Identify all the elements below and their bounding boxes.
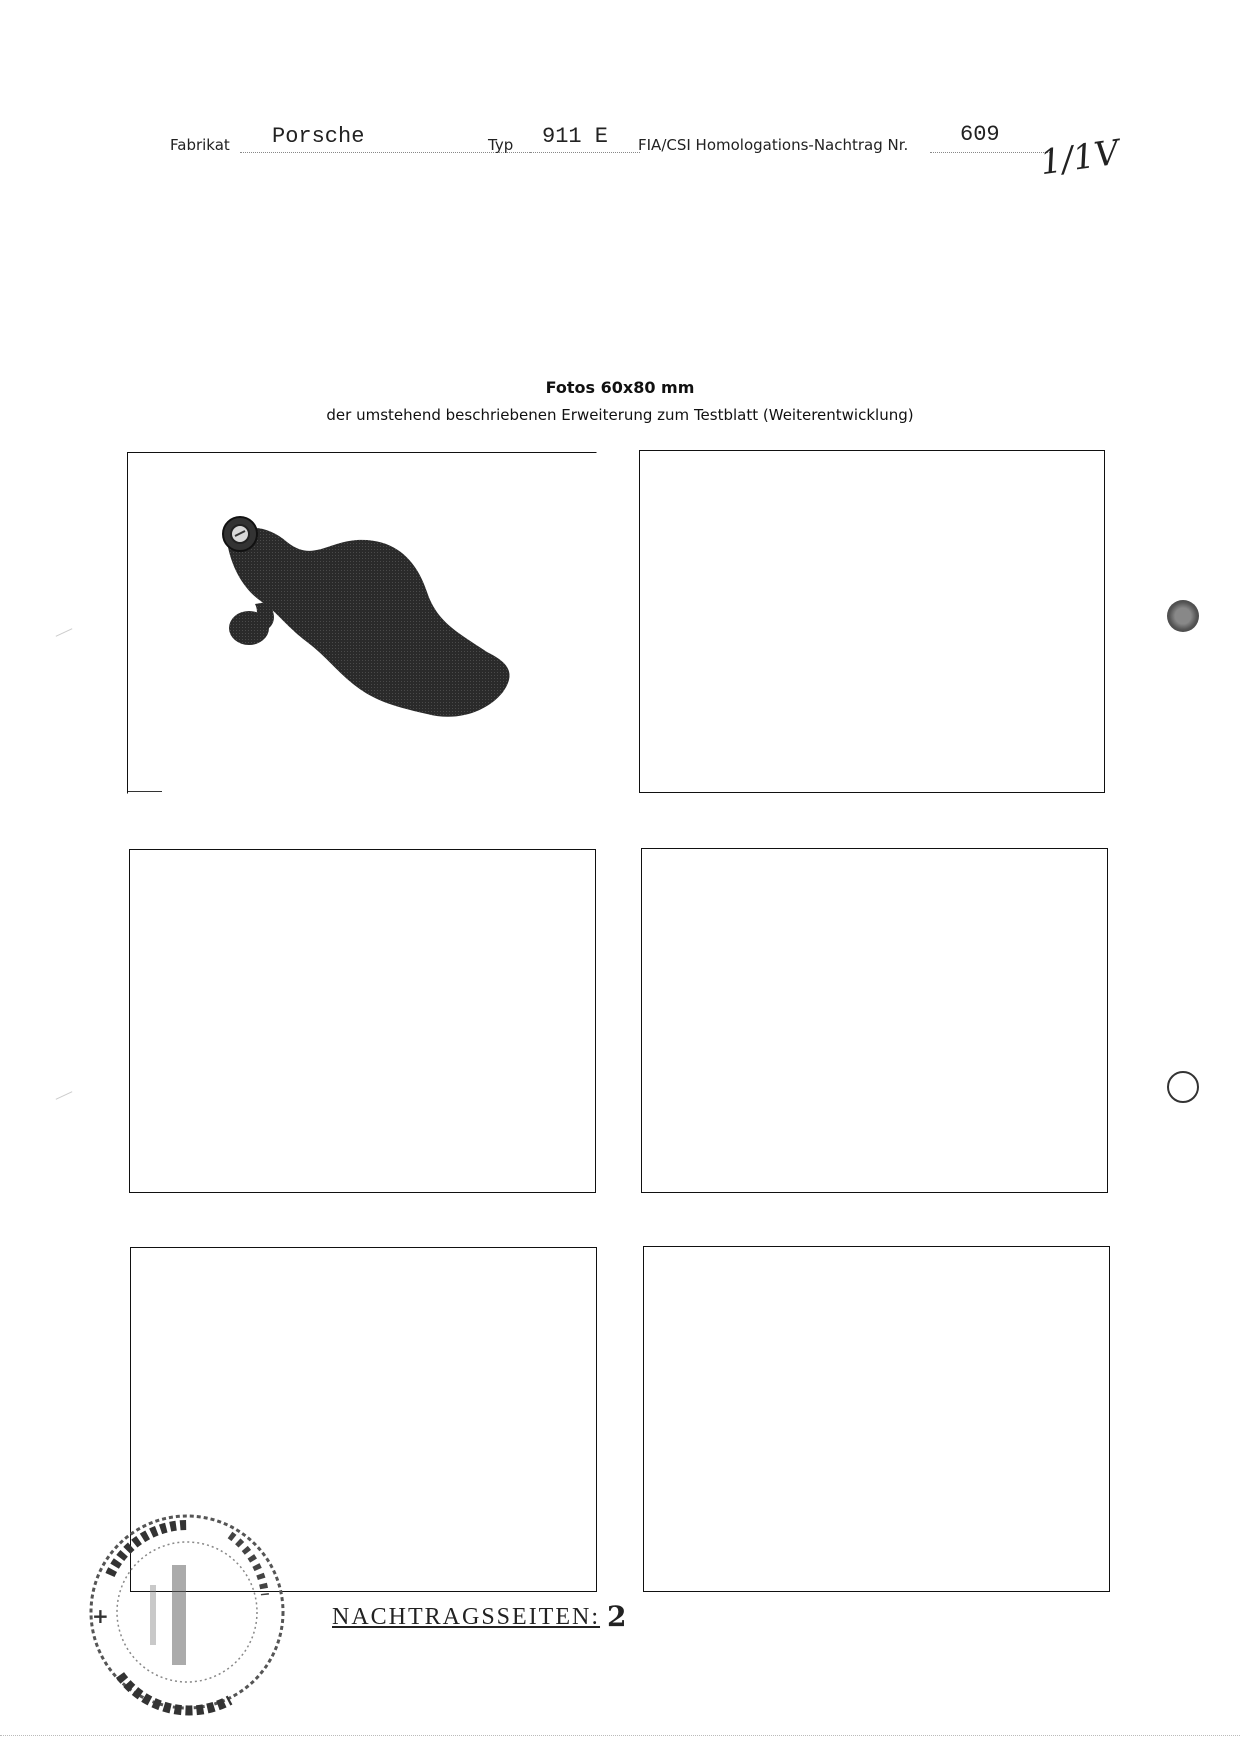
- photo-box-2: [639, 450, 1105, 793]
- supplement-label: FIA/CSI Homologations-Nachtrag Nr.: [638, 136, 909, 154]
- type-dotted-line: [530, 152, 620, 153]
- photo-box-1: [127, 452, 597, 794]
- type-value: 911 E: [542, 124, 609, 149]
- part-photo: [127, 452, 597, 794]
- supplement-number: 609: [960, 122, 1000, 147]
- caption-subtitle: der umstehend beschriebenen Erweiterung zum Testblatt (Weiterentwicklung): [326, 406, 914, 424]
- supplement-pages-count: 2: [607, 1600, 627, 1633]
- supplement-dotted-line: [930, 152, 1050, 153]
- official-stamp: [80, 1505, 295, 1720]
- punch-hole-top: [1167, 600, 1199, 632]
- bottom-dotted-rule: [0, 1735, 1240, 1736]
- margin-mark-bottom: [56, 1091, 73, 1100]
- make-value: Porsche: [272, 124, 365, 149]
- punch-hole-bottom: [1167, 1071, 1199, 1103]
- photo-box-3: [129, 849, 596, 1193]
- svg-text:+: +: [92, 1604, 109, 1628]
- handwritten-page-note: 1/1V: [1037, 132, 1122, 184]
- header-line: [170, 122, 1050, 162]
- caption-title: Fotos 60x80 mm: [545, 378, 695, 397]
- photo-box-4: [641, 848, 1108, 1193]
- supplement-pages-label: NACHTRAGSSEITEN:: [332, 1604, 601, 1630]
- margin-mark-top: [56, 628, 73, 637]
- photo-box-6: [643, 1246, 1110, 1592]
- type-label: Typ: [488, 136, 514, 154]
- make-label: Fabrikat: [170, 136, 230, 154]
